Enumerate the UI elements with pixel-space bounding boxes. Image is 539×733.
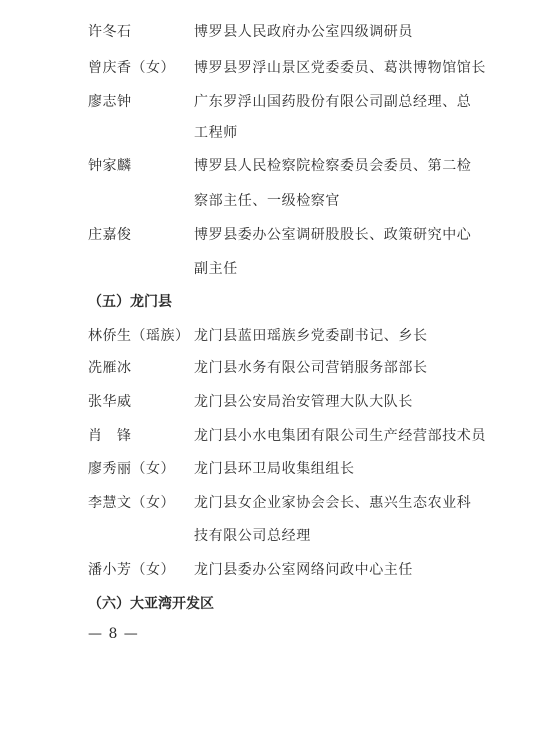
list-item-continuation <box>0 189 539 213</box>
list-item <box>0 154 539 178</box>
person-title: 龙门县公安局治安管理大队大队长 <box>194 394 413 410</box>
person-title: 龙门县蓝田瑶族乡党委副书记、乡长 <box>194 328 428 344</box>
person-title: 博罗县人民检察院检察委员会委员、第二检 <box>194 158 472 174</box>
person-name: 许冬石 <box>88 24 132 40</box>
person-name: 钟家麟 <box>88 158 132 174</box>
list-item <box>0 457 539 481</box>
person-name: 林侨生（瑶族） <box>88 328 190 344</box>
person-name: 曾庆香（女） <box>88 60 175 76</box>
person-title-continued: 技有限公司总经理 <box>194 528 311 544</box>
person-title: 龙门县女企业家协会会长、惠兴生态农业科 <box>194 495 472 511</box>
list-item <box>0 56 539 80</box>
list-item-continuation <box>0 257 539 281</box>
list-item-continuation <box>0 524 539 548</box>
page-number: — 8 — <box>88 626 139 642</box>
person-name: 潘小芳（女） <box>88 562 175 578</box>
person-name: 庄嘉俊 <box>88 227 132 243</box>
person-title: 龙门县环卫局收集组组长 <box>194 461 355 477</box>
list-item <box>0 390 539 414</box>
list-item <box>0 20 539 44</box>
person-title: 博罗县人民政府办公室四级调研员 <box>194 24 413 40</box>
list-item <box>0 356 539 380</box>
person-name: 李慧文（女） <box>88 495 175 511</box>
list-item <box>0 223 539 247</box>
section-heading: （五）龙门县 <box>88 294 172 310</box>
list-item <box>0 324 539 348</box>
person-title: 博罗县委办公室调研股股长、政策研究中心 <box>194 227 472 243</box>
person-name: 张华威 <box>88 394 132 410</box>
person-title: 龙门县委办公室网络问政中心主任 <box>194 562 413 578</box>
list-item <box>0 90 539 114</box>
person-name: 肖 锋 <box>88 428 132 444</box>
section-heading: （六）大亚湾开发区 <box>88 596 214 612</box>
person-name: 廖志钟 <box>88 94 132 110</box>
person-title-continued: 察部主任、一级检察官 <box>194 193 340 209</box>
list-item <box>0 558 539 582</box>
person-name: 廖秀丽（女） <box>88 461 175 477</box>
person-title: 广东罗浮山国药股份有限公司副总经理、总 <box>194 94 472 110</box>
person-title-continued: 副主任 <box>194 261 238 277</box>
list-item-continuation <box>0 121 539 145</box>
list-item <box>0 491 539 515</box>
list-item <box>0 424 539 448</box>
person-title-continued: 工程师 <box>194 125 238 141</box>
person-title: 龙门县小水电集团有限公司生产经营部技术员 <box>194 428 486 444</box>
person-title: 博罗县罗浮山景区党委委员、葛洪博物馆馆长 <box>194 60 486 76</box>
person-name: 冼雁冰 <box>88 360 132 376</box>
person-title: 龙门县水务有限公司营销服务部部长 <box>194 360 428 376</box>
